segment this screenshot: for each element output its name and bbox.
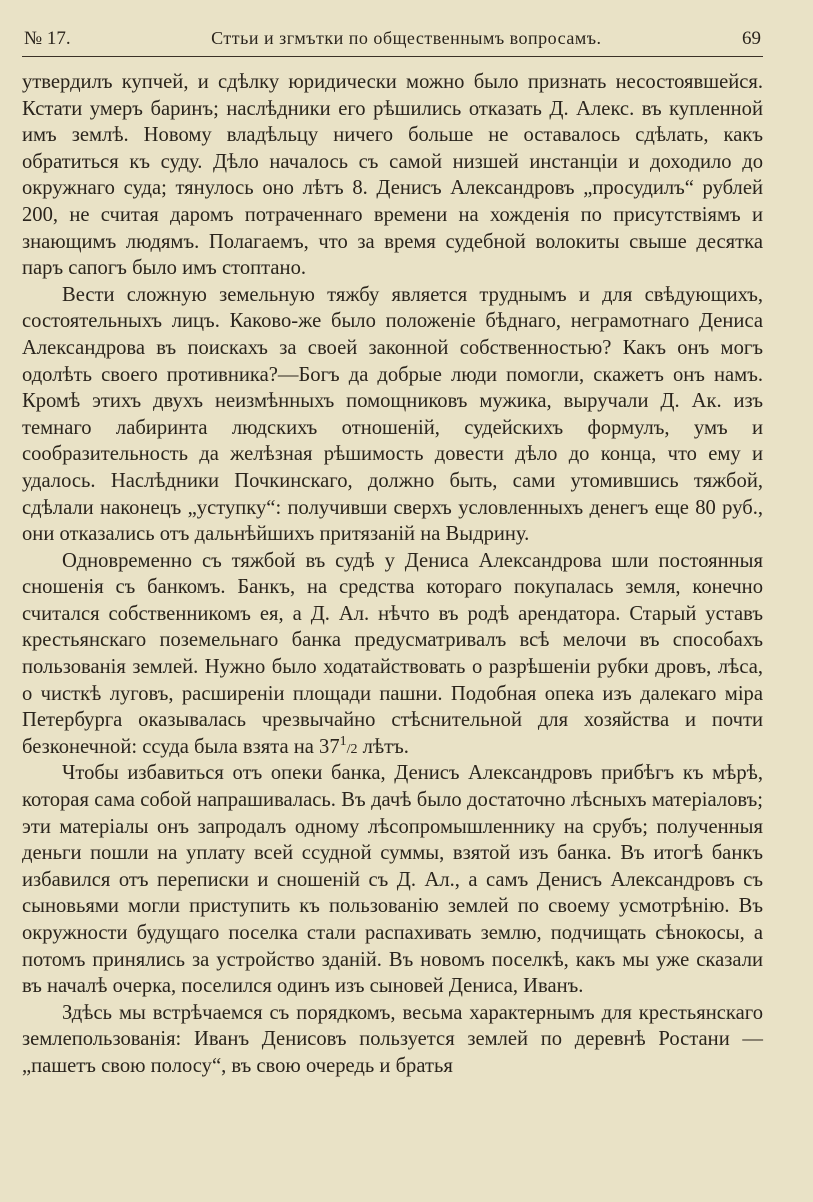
paragraph: [22, 548, 763, 761]
fraction-denominator: /2: [346, 741, 358, 757]
page-number: 69: [742, 28, 761, 49]
paragraph: Здѣсь мы встрѣчаемся съ порядкомъ, весьма характернымъ для крестьянскаго землепользованія: Иванъ Денисовъ пользуется землей по деревнѣ Ростани — „пашетъ свою полосу“, въ свою очередь и братья: [22, 1001, 763, 1077]
paragraph: утвердилъ купчей, и сдѣлку юридически можно было признать несостоявшейся. Кстати умеръ баринъ; наслѣдники его рѣшились отказать Д. Алекс. въ купленной имъ землѣ. Новому владѣльцу ничего больше не оставалось сдѣлать, какъ обратиться къ суду. Дѣло началось съ самой низшей инстанціи и доходило до окружнаго суда; тянулось оно лѣтъ 8. Денисъ Александровъ „просудилъ“ рублей 200, не считая даромъ потраченнаго времени на хожденія по присутствіямъ и знающимъ людямъ. Полагаемъ, что за время судебной волокиты свыше десятка паръ сапогъ было имъ стоптано.: [22, 71, 763, 280]
paragraph: Чтобы избавиться отъ опеки банка, Денисъ Александровъ прибѣгъ къ мѣрѣ, которая сама собой напрашивалась. Въ дачѣ было достаточно лѣсныхъ матеріаловъ; эти матеріалы онъ запродалъ одному лѣсопромышленнику на срубъ; полученныя деньги пошли на уплату всей ссудной суммы, взятой изъ банка. Въ итогѣ банкъ избавился отъ переписки и сношеній съ Д. Ал., а самъ Денисъ Александровъ съ сыновьями могли приступить къ пользованію землей по своему усмотрѣнію. Въ окружности будущаго поселка стали распахивать землю, подчищать сѣнокосы, а потомъ принялись за устройство зданій. Въ новомъ поселкѣ, какъ мы уже сказали въ началѣ очерка, поселился одинъ изъ сыновей Дениса, Иванъ.: [22, 762, 763, 998]
paragraph-text: лѣтъ.: [357, 735, 409, 758]
fraction-numerator: 1: [339, 733, 347, 749]
running-header: [22, 28, 763, 56]
issue-number: № 17.: [24, 28, 71, 49]
section-title: Сттьи и згмътки по общественнымъ вопросамъ.: [211, 28, 602, 48]
article-body: [22, 69, 763, 1080]
paragraph: Вести сложную земельную тяжбу является труднымъ и для свѣдующихъ, состоятельныхъ лицъ. Каково-же было положеніе бѣднаго, неграмотнаго Дениса Александрова въ поискахъ за своей законной собственностью? Какъ онъ могъ одолѣть своего противника?—Богъ да добрые люди помогли, скажетъ онъ намъ. Кромѣ этихъ двухъ неизмѣнныхъ помощниковъ мужика, выручали Д. Ак. изъ темнаго лабиринта людскихъ отношеній, судейскихъ формулъ, умъ и сообразительность да желѣзная рѣшимость довести дѣло до конца, что ему и удалось. Наслѣдники Почкинскаго, должно быть, сами утомившись тяжбой, сдѣлали наконецъ „уступку“: получивши сверхъ условленныхъ денегъ еще 80 руб., они отказались отъ дальнѣйшихъ притязаній на Выдрину.: [22, 283, 763, 546]
paragraph-text: Одновременно съ тяжбой въ судѣ у Дениса Александрова шли постоянныя сношенія съ банкомъ. Банкъ, на средства котораго покупалась земля, конечно считался собственникомъ ея, а Д. Ал. нѣчто въ родѣ арендатора. Старый уставъ крестьянскаго поземельнаго банка предусматривалъ всѣ мелочи въ способахъ пользованія землей. Нужно было ходатайствовать о разрѣшеніи рубки дровъ, лѣса, о чисткѣ луговъ, расширеніи площади пашни. Подобная опека изъ далекаго міра Петербурга оказывалась чрезвычайно стѣснительной для хозяйства и почти безконечной: ссуда была взята на 37: [22, 549, 763, 758]
header-rule: [22, 56, 763, 57]
